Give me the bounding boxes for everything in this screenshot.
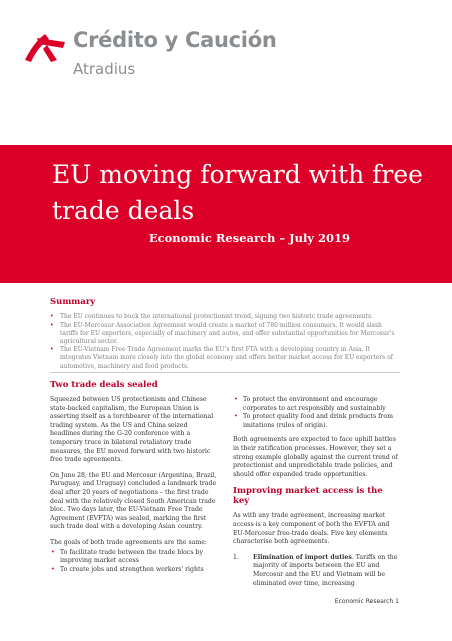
brand-name: Crédito y Caución bbox=[73, 28, 277, 52]
goal-item: • To protect quality food and drink products from imitations (rules of origin). bbox=[233, 413, 401, 430]
section-heading-trade-deals: Two trade deals sealed bbox=[50, 380, 158, 390]
logo bbox=[23, 30, 283, 90]
section-heading-market-access: Improving market access is the key bbox=[233, 486, 383, 507]
item-heading: Elimination of import duties bbox=[253, 553, 352, 561]
paragraph: The goals of both trade agreements are the same: bbox=[50, 538, 207, 546]
left-column bbox=[50, 380, 218, 580]
page-subtitle: Economic Research – July 2019 bbox=[148, 231, 350, 245]
summary-list bbox=[50, 313, 400, 371]
paragraph: Both agreements are expected to face uphill battles in their ratification processes. However, they set a strong example globally against the current trend of protectionist and unpredictable trade policies, and should offer expanded trade opportunities. bbox=[233, 436, 398, 478]
right-column bbox=[233, 396, 401, 588]
hero-banner bbox=[0, 145, 452, 283]
goal-item: • To create jobs and strengthen workers' rights bbox=[50, 566, 218, 575]
goal-item: • To facilitate trade between the trade blocs by improving market access bbox=[50, 549, 218, 566]
key-elements-list bbox=[233, 554, 401, 588]
item-number: 1. bbox=[233, 553, 239, 561]
summary-item: • The EU-Mercosur Association Agreement would create a market of 780 million consumers. It would slash tariffs for EU exporters, especially of machinery and autos, and offer substantial opportunities for Mercosur's agricultural sector. bbox=[50, 322, 400, 346]
goals-list bbox=[50, 549, 218, 575]
brand-parent: Atradius bbox=[73, 60, 136, 78]
goals-list-continued bbox=[233, 396, 401, 430]
goal-item: • To protect the environment and encourage corporates to act responsibly and sustainably bbox=[233, 396, 401, 413]
item-text: . Tariffs on the majority of imports between the EU and Mercosur and the EU and Vietnam will be eliminated over time, increasing bbox=[253, 553, 398, 587]
summary-item: • The EU continues to buck the international protectionist trend, signing two historic trade agreements. bbox=[50, 313, 400, 321]
summary-heading: Summary bbox=[50, 297, 96, 307]
paragraph: Squeezed between US protectionism and Chinese state-backed capitalism, the European Union is asserting itself as a torchbearer of the international trading system. As the US and China seized headlines during the G-20 conference with a temporary truce in bilateral retaliatory trade measures, the EU moved forward with two historic free trade agreements. bbox=[50, 396, 214, 464]
key-element-item bbox=[233, 554, 401, 588]
page-footer: Economic Research 1 bbox=[334, 598, 399, 605]
summary-section bbox=[50, 297, 400, 371]
page-title: EU moving forward with free trade deals bbox=[52, 160, 423, 225]
paragraph: As with any trade agreement, increasing market access is a key component of both the EVFTA and EU-Mercosur free-trade deals. Five key elements characterise both agreements. bbox=[233, 512, 390, 546]
summary-item: • The EU-Vietnam Free Trade Agreement marks the EU's first FTA with a developing country in Asia. It integrates Vietnam more closely into the global economy and offers better market access for EU exporters of automotive, machinery and food products. bbox=[50, 346, 400, 370]
paragraph: On June 28, the EU and Mercosur (Argentina, Brazil, Paraguay, and Uruguay) concluded a landmark trade deal after 20 years of negotiations – the first trade deal with the relatively closed South American trade bloc. Two days later, the EU-Vietnam Free Trade Agreement (EVFTA) was sealed, marking the first such trade deal with a developing Asian country. bbox=[50, 471, 217, 531]
section-divider bbox=[50, 372, 400, 373]
logo-mark-icon bbox=[23, 30, 69, 64]
